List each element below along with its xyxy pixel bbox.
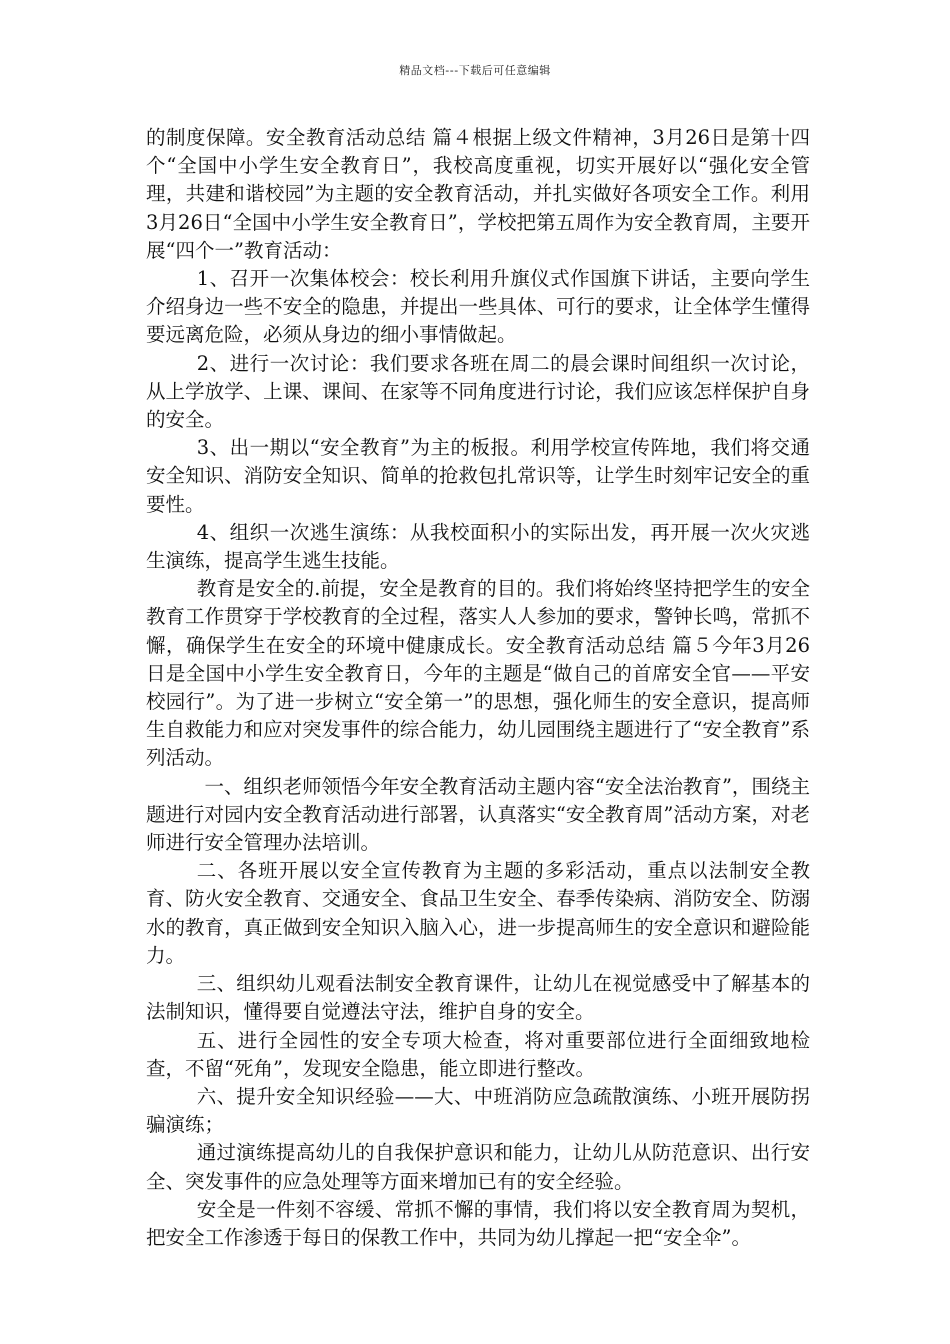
paragraph-3: 2、进行一次讨论：我们要求各班在周二的晨会课时间组织一次讨论，从上学放学、上课、课间、在家等不同角度进行讨论，我们应该怎样保护自身的安全。 bbox=[146, 351, 810, 432]
paragraph-11: 六、提升安全知识经验——大、中班消防应急疏散演练、小班开展防拐骗演练； bbox=[146, 1084, 810, 1137]
document-body bbox=[146, 124, 810, 1252]
paragraph-1: 的制度保障。安全教育活动总结 篇４根据上级文件精神，3月26日是第十四个“全国中小学生安全教育日”，我校高度重视，切实开展好以“强化安全管理，共建和谐校园”为主题的安全教育活动，并扎实做好各项安全工作。利用3月26日“全国中小学生安全教育日”，学校把第五周作为安全教育周，主要开展“四个一”教育活动： bbox=[146, 126, 810, 262]
paragraph-12: 通过演练提高幼儿的自我保护意识和能力，让幼儿从防范意识、出行安全、突发事件的应急处理等方面来增加已有的安全经验。 bbox=[146, 1141, 810, 1193]
paragraph-4: 3、出一期以“安全教育”为主的板报。利用学校宣传阵地，我们将交通安全知识、消防安全知识、简单的抢救包扎常识等，让学生时刻牢记安全的重要性。 bbox=[146, 436, 810, 516]
paragraph-5: 4、组织一次逃生演练：从我校面积小的实际出发，再开展一次火灾逃生演练，提高学生逃生技能。 bbox=[146, 520, 810, 573]
paragraph-13: 安全是一件刻不容缓、常抓不懈的事情，我们将以安全教育周为契机，把安全工作渗透于每日的保教工作中，共同为幼儿撑起一把“安全伞”。 bbox=[146, 1197, 810, 1249]
paragraph-9: 三、组织幼儿观看法制安全教育课件，让幼儿在视觉感受中了解基本的法制知识，懂得要自觉遵法守法，维护自身的安全。 bbox=[146, 972, 810, 1024]
page-header: 精品文档---下载后可任意编辑 bbox=[399, 64, 551, 77]
paragraph-7: 一、组织老师领悟今年安全教育活动主题内容“安全法治教育”，围绕主题进行对园内安全教育活动进行部署，认真落实“安全教育周”活动方案，对老师进行安全管理办法培训。 bbox=[146, 774, 810, 855]
paragraph-10: 五、进行全园性的安全专项大检查，将对重要部位进行全面细致地检查，不留“死角”，发现安全隐患，能立即进行整改。 bbox=[146, 1028, 810, 1080]
paragraph-8: 二、各班开展以安全宣传教育为主题的多彩活动，重点以法制安全教育、防火安全教育、交通安全、食品卫生安全、春季传染病、消防安全、防溺水的教育，真正做到安全知识入脑入心，进一步提高师生的安全意识和避险能力。 bbox=[146, 859, 810, 967]
paragraph-6: 教育是安全的.前提，安全是教育的目的。我们将始终坚持把学生的安全教育工作贯穿于学校教育的全过程，落实人人参加的要求，警钟长鸣，常抓不懈，确保学生在安全的环境中健康成长。安全教育活动总结 篇５今年3月26日是全国中小学生安全教育日，今年的主题是“做自己的首席安全官——平安校园行”。为了进一步树立“安全第一”的思想，强化师生的安全意识，提高师生自救能力和应对突发事件的综合能力，幼儿园围绕主题进行了“安全教育”系列活动。 bbox=[146, 577, 810, 770]
paragraph-2: 1、召开一次集体校会：校长利用升旗仪式作国旗下讲话，主要向学生介绍身边一些不安全的隐患，并提出一些具体、可行的要求，让全体学生懂得要远离危险，必须从身边的细小事情做起。 bbox=[146, 267, 810, 347]
